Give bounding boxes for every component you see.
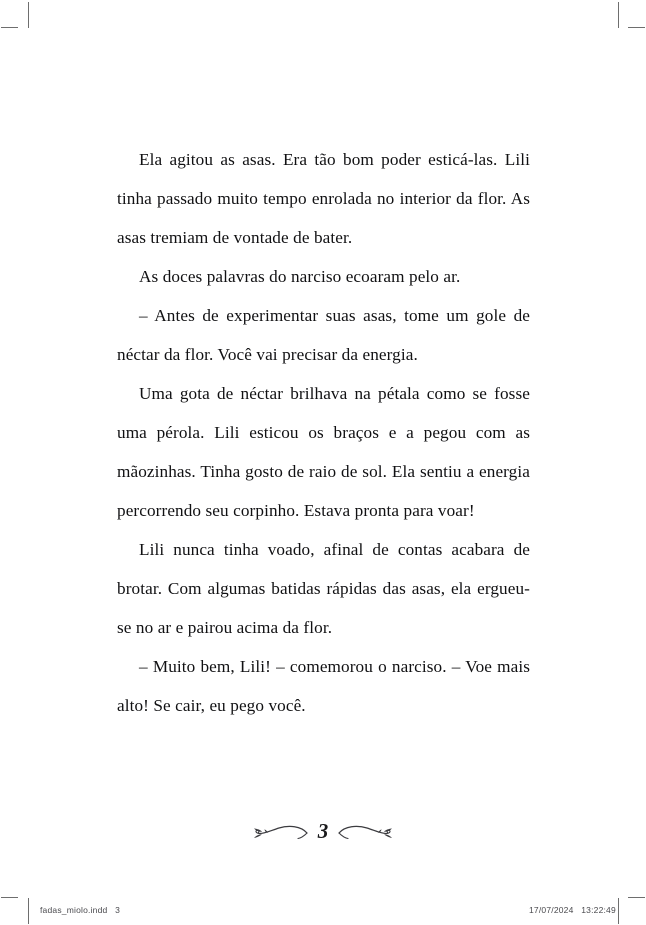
flourish-right-icon: [337, 822, 395, 844]
paragraph: Lili nunca tinha voado, afinal de contas acabara de brotar. Com algumas batidas rápidas das asas, ela ergueu-se no ar e pairou acima da flor.: [117, 540, 530, 637]
crop-mark-bottom-left-vertical: [28, 898, 29, 924]
slug-timestamp: 17/07/2024 13:22:49: [529, 905, 616, 915]
crop-mark-top-right-horizontal: [628, 27, 645, 28]
crop-mark-top-left-horizontal: [1, 27, 18, 28]
crop-mark-top-left-vertical: [28, 2, 29, 28]
paragraph: As doces palavras do narciso ecoaram pelo ar.: [139, 267, 461, 286]
page-number: 3: [317, 819, 329, 843]
crop-mark-bottom-left-horizontal: [1, 897, 18, 898]
paragraph: Ela agitou as asas. Era tão bom poder esticá-las. Lili tinha passado muito tempo enrolada no interior da flor. As asas tremiam de vontade de bater.: [117, 150, 530, 247]
crop-mark-bottom-right-horizontal: [628, 897, 645, 898]
paragraph: Uma gota de néctar brilhava na pétala como se fosse uma pérola. Lili esticou os braços e a pegou com as mãozinhas. Tinha gosto de raio de sol. Ela sentiu a energia percorrendo seu corpinho. Estava pronta para voar!: [117, 384, 530, 520]
body-text-column: [117, 140, 530, 725]
slug-filename: fadas_miolo.indd 3: [40, 905, 121, 915]
crop-mark-top-right-vertical: [618, 2, 619, 28]
folio: [0, 805, 646, 860]
crop-mark-bottom-right-vertical: [618, 898, 619, 924]
paragraph: – Antes de experimentar suas asas, tome um gole de néctar da flor. Você vai precisar da energia.: [117, 306, 530, 364]
flourish-left-icon: [251, 822, 309, 844]
paragraph: – Muito bem, Lili! – comemorou o narciso. – Voe mais alto! Se cair, eu pego você.: [117, 657, 530, 715]
